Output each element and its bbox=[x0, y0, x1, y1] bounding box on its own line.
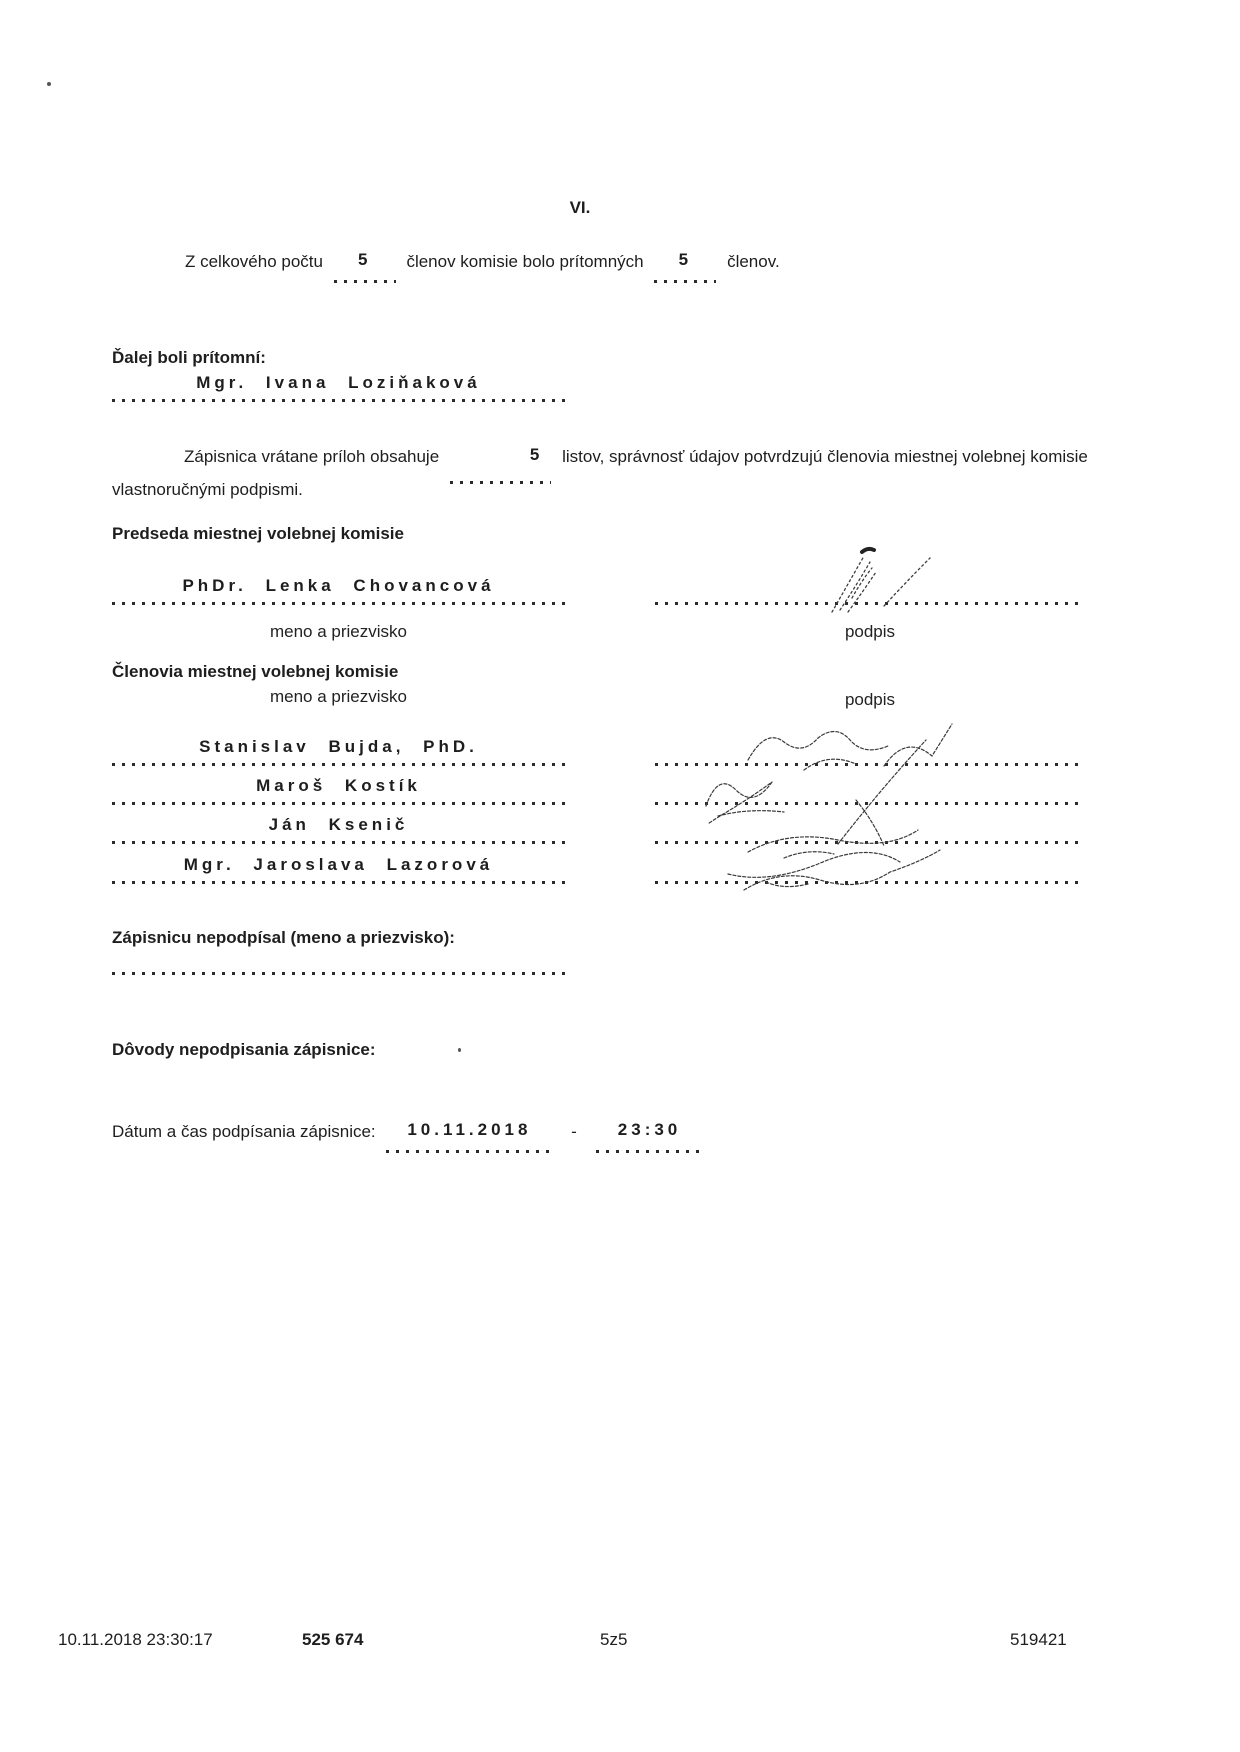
members-name-caption: meno a priezvisko bbox=[269, 687, 407, 706]
present-sentence-part1: Z celkového počtu bbox=[185, 252, 323, 271]
members-heading: Členovia miestnej volebnej komisie bbox=[112, 662, 399, 681]
present-sentence-part2: členov komisie bolo prítomných bbox=[406, 252, 644, 271]
scan-speck bbox=[458, 1048, 461, 1052]
member-name-dotted-line bbox=[112, 881, 565, 884]
member-name-dotted-line bbox=[112, 763, 565, 766]
total-members-blank bbox=[334, 252, 396, 283]
footer-commission-code: 525 674 bbox=[302, 1630, 364, 1649]
attachments-part2: listov, správnosť údajov potvrdzujú členovia miestnej volebnej komisie vlastnoručnými podpismi. bbox=[112, 447, 1088, 500]
reasons-label: Dôvody nepodpisania zápisnice: bbox=[112, 1040, 376, 1059]
signing-time-value: 23:30 bbox=[617, 1120, 682, 1139]
total-members-value: 5 bbox=[357, 250, 372, 269]
members-signatures bbox=[688, 712, 988, 897]
member-name-dotted-line bbox=[112, 802, 565, 805]
present-members-value: 5 bbox=[678, 250, 693, 269]
chairman-name: PhDr. Lenka Chovancová bbox=[182, 576, 495, 595]
sheets-blank bbox=[450, 440, 551, 484]
section-heading: VI. bbox=[569, 198, 591, 217]
signing-datetime-label: Dátum a čas podpísania zápisnice: bbox=[112, 1122, 376, 1141]
footer-page-indicator: 5z5 bbox=[600, 1630, 628, 1649]
member-name: Ján Ksenič bbox=[268, 815, 409, 834]
present-sentence bbox=[185, 252, 1185, 272]
chairman-name-dotted-line bbox=[112, 602, 565, 605]
attachments-paragraph bbox=[112, 440, 1140, 506]
also-present-dotted-line bbox=[112, 399, 565, 402]
footer-form-code: 519421 bbox=[1010, 1630, 1067, 1649]
chairman-heading: Predseda miestnej volebnej komisie bbox=[112, 524, 404, 543]
scan-speck bbox=[47, 82, 51, 86]
also-present-label: Ďalej boli prítomní: bbox=[112, 348, 266, 367]
not-signed-label: Zápisnicu nepodpísal (meno a priezvisko): bbox=[112, 928, 455, 947]
member-name: Maroš Kostík bbox=[256, 776, 421, 795]
also-present-name: Mgr. Ivana Loziňaková bbox=[196, 373, 481, 392]
signing-time-blank bbox=[596, 1122, 704, 1153]
attachments-part1: Zápisnica vrátane príloh obsahuje bbox=[184, 447, 440, 466]
member-name: Mgr. Jaroslava Lazorová bbox=[183, 855, 494, 874]
footer-timestamp: 10.11.2018 23:30:17 bbox=[58, 1630, 213, 1649]
signing-date-value: 10.11.2018 bbox=[407, 1120, 532, 1139]
members-signature-caption: podpis bbox=[844, 690, 896, 709]
signing-datetime-line bbox=[112, 1122, 710, 1142]
chairman-name-caption: meno a priezvisko bbox=[269, 622, 407, 641]
date-time-separator: - bbox=[571, 1122, 577, 1141]
not-signed-dotted-line bbox=[112, 972, 565, 975]
present-members-blank bbox=[654, 252, 716, 283]
signing-date-blank bbox=[386, 1122, 552, 1153]
chairman-signature-caption: podpis bbox=[844, 622, 896, 641]
sheets-value: 5 bbox=[529, 445, 544, 464]
member-name-dotted-line bbox=[112, 841, 565, 844]
member-name: Stanislav Bujda, PhD. bbox=[199, 737, 478, 756]
chairman-signature bbox=[818, 540, 948, 618]
present-sentence-part3: členov. bbox=[727, 252, 780, 271]
